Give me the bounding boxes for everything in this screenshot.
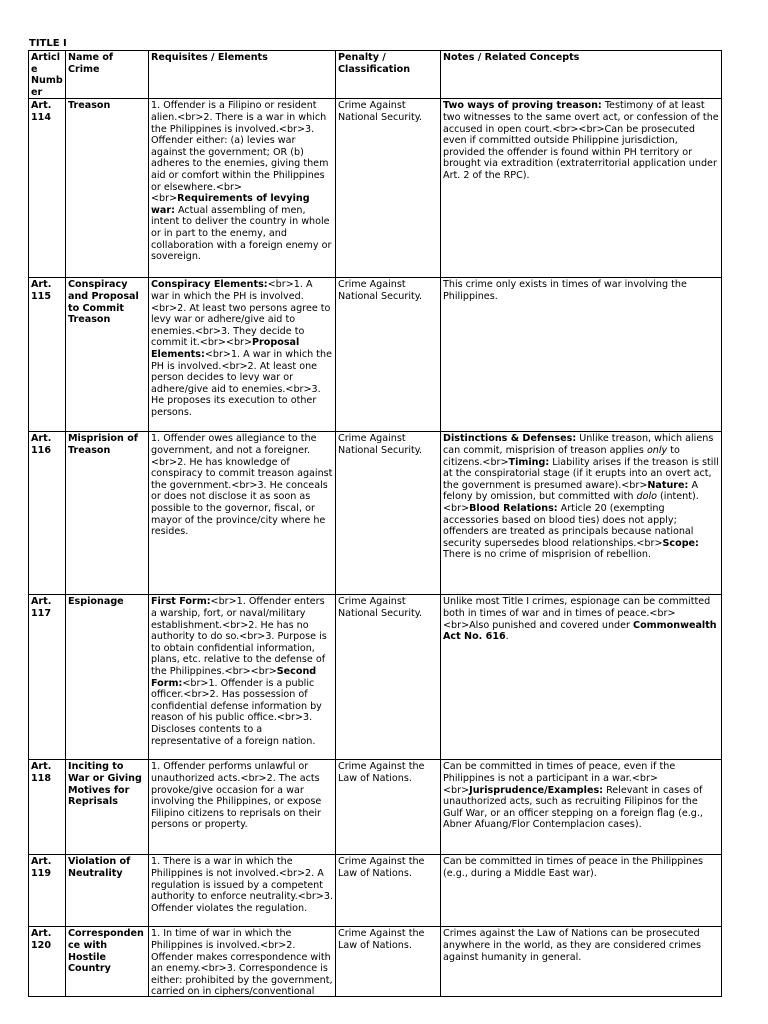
notes-cell — [441, 760, 722, 855]
inline-text: <br>1. A war in which the PH is involved.<br>2. At least two persons agree to levy war or adhere/give aid to enemies.<br>3. They decide to commit it.<br><br> — [151, 279, 331, 349]
inline-label: Two ways of proving treason: — [443, 100, 602, 112]
inline-text: Actual assembling of men, intent to deliver the country in whole or in part to the enemy, and collaboration with a foreign enemy or sovereign. — [151, 204, 332, 263]
article-cell: Art. 120 — [29, 927, 66, 997]
inline-text: . — [505, 631, 509, 643]
article-cell: Art. 115 — [29, 278, 66, 432]
inline-label: Nature: — [647, 479, 689, 491]
inline-text: A felony by omission, but committed with — [443, 479, 699, 503]
inline-text: This crime only exists in times of war involving the Philippines. — [443, 279, 687, 302]
inline-label: Scope: — [662, 537, 699, 549]
inline-label: Conspiracy Elements: — [151, 279, 268, 291]
inline-emphasis: only — [646, 444, 668, 456]
header-penalty: Penalty / Classification — [336, 51, 441, 99]
crime-name-cell: Conspiracy and Proposal to Commit Treason — [66, 278, 149, 432]
article-cell: Art. 117 — [29, 595, 66, 760]
inline-label: First Form: — [151, 596, 211, 608]
requisites-text — [151, 928, 333, 996]
inline-label: Requirements of levying war: — [151, 193, 310, 216]
crime-name-cell: Violation of Neutrality — [66, 855, 149, 927]
inline-label: Commonwealth Act No. 616 — [443, 619, 717, 643]
table-row — [29, 99, 722, 278]
inline-label: Jurisprudence/Examples: — [469, 784, 604, 796]
inline-text: Testimony of at least two witnesses to the same overt act, or confession of the accused in open court.<br><br>Can be prosecuted even if committed outside Philippine jurisdiction, provided the offender is found within PH territory or brought via extradition (extraterritorial application under Art. 2 of the RPC). — [443, 100, 719, 181]
table-row — [29, 595, 722, 760]
penalty-cell: Crime Against the Law of Nations. — [336, 855, 441, 927]
crime-name-cell: Misprision of Treason — [66, 432, 149, 595]
crimes-table — [28, 50, 722, 997]
penalty-cell: Crime Against National Security. — [336, 99, 441, 278]
inline-text: 1. Offender is a Filipino or resident alien.<br>2. There is a war in which the Philippines is involved.<br>3. Offender either: (a) levies war against the government; OR (b) adheres to the enemies, giving them aid or comfort within the Philippines or elsewhere.<br><br> — [151, 100, 329, 205]
inline-text: to citizens.<br> — [443, 444, 680, 468]
table-header-row — [29, 51, 722, 99]
inline-text: 1. Offender performs unlawful or unauthorized acts.<br>2. The acts provoke/give occasion for a war involving the Philippines, or expose Filipino citizens to reprisals on their persons or property. — [151, 761, 322, 831]
requisites-cell — [149, 432, 336, 595]
crime-name-cell: Correspondence with Hostile Country — [66, 927, 149, 997]
article-cell: Art. 118 — [29, 760, 66, 855]
inline-text: Liability arises if the treason is still at the conspiratorial stage (if it erupts into an overt act, the government is presumed aware).<br> — [443, 456, 719, 491]
inline-text: Unlike most Title I crimes, espionage can be committed both in times of war and in times of peace.<br><br>Also punished and covered under — [443, 596, 711, 631]
article-cell: Art. 119 — [29, 855, 66, 927]
header-name-of-crime: Name of Crime — [66, 51, 149, 99]
inline-text: 1. Offender owes allegiance to the government, and not a foreigner.<br>2. He has knowledge of conspiracy to commit treason against the government.<br>3. He conceals or does not disclose it as soon as possible to the governor, fiscal, or mayor of the province/city where he resides. — [151, 433, 333, 538]
inline-label: Second Form: — [151, 665, 317, 689]
table-row — [29, 432, 722, 595]
notes-cell — [441, 99, 722, 278]
article-cell: Art. 114 — [29, 99, 66, 278]
inline-text: <br>1. Offender enters a warship, fort, or naval/military establishment.<br>2. He has no authority to do so.<br>3. Purpose is to obtain confidential information, plans, etc. relative to the defense of the Philippines.<br><br> — [151, 596, 327, 677]
penalty-cell: Crime Against the Law of Nations. — [336, 760, 441, 855]
inline-label: Blood Relations: — [469, 502, 558, 514]
requisites-cell — [149, 99, 336, 278]
penalty-cell: Crime Against National Security. — [336, 432, 441, 595]
notes-cell — [441, 595, 722, 760]
crime-name-cell: Treason — [66, 99, 149, 278]
inline-text: Crimes against the Law of Nations can be prosecuted anywhere in the world, as they are considered crimes against humanity in general. — [443, 928, 702, 963]
crime-name-cell: Inciting to War or Giving Motives for Reprisals — [66, 760, 149, 855]
table-row — [29, 927, 722, 997]
inline-emphasis: dolo — [636, 491, 657, 503]
header-article-number: Article Number — [29, 51, 66, 99]
inline-text: There is no crime of misprision of rebellion. — [443, 549, 652, 561]
inline-text: 1. There is a war in which the Philippines is not involved.<br>2. A regulation is issued by a competent authority to enforce neutrality.<br>3. Offender violates the regulation. — [151, 856, 334, 914]
penalty-cell: Crime Against National Security. — [336, 278, 441, 432]
inline-text: Can be committed in times of peace in the Philippines (e.g., during a Middle East war). — [443, 856, 704, 879]
requisites-cell — [149, 855, 336, 927]
notes-cell — [441, 855, 722, 927]
inline-text: Article 20 (exempting accessories based on blood ties) does not apply; offenders are treated as principals because national security supersedes blood relationships.<br> — [443, 502, 694, 549]
requisites-cell — [149, 927, 336, 997]
requisites-cell — [149, 760, 336, 855]
table-row — [29, 855, 722, 927]
penalty-cell: Crime Against National Security. — [336, 595, 441, 760]
inline-text: Can be committed in times of peace, even if the Philippines is not a participant in a war.<br><br> — [443, 761, 676, 796]
inline-text: 1. In time of war in which the Philippines is involved.<br>2. Offender makes correspondence with an enemy.<br>3. Correspondence is either: prohibited by the government, carried on in ciphers/conventional — [151, 928, 333, 997]
notes-cell — [441, 927, 722, 997]
table-row — [29, 278, 722, 432]
notes-cell — [441, 278, 722, 432]
requisites-cell — [149, 278, 336, 432]
inline-label: Distinctions & Defenses: — [443, 433, 577, 445]
inline-label: Timing: — [508, 456, 550, 468]
crime-name-cell: Espionage — [66, 595, 149, 760]
requisites-cell — [149, 595, 336, 760]
inline-text: <br>1. A war in which the PH is involved.<br>2. At least one person decides to levy war or adhere/give aid to enemies.<br>3. He proposes its execution to other persons. — [151, 348, 333, 418]
inline-text: Unlike treason, which aliens can commit, misprision of treason applies — [443, 433, 714, 456]
header-requisites: Requisites / Elements — [149, 51, 336, 99]
header-notes: Notes / Related Concepts — [441, 51, 722, 99]
document-title: TITLE I — [29, 38, 67, 49]
inline-text: <br>1. Offender is a public officer.<br>2. Has possession of confidential defense information by reason of his public office.<br>3. Discloses contents to a representative of a foreign nation. — [151, 677, 322, 747]
inline-text: Relevant in cases of unauthorized acts, such as recruiting Filipinos for the Gulf War, or an officer stepping on a foreign flag (e.g., Abner Afuang/Flor Contemplacion cases). — [443, 784, 703, 831]
notes-cell — [441, 432, 722, 595]
article-cell: Art. 116 — [29, 432, 66, 595]
penalty-cell: Crime Against the Law of Nations. — [336, 927, 441, 997]
table-row — [29, 760, 722, 855]
inline-label: Proposal Elements: — [151, 337, 300, 360]
inline-text: (intent).<br> — [443, 491, 699, 514]
